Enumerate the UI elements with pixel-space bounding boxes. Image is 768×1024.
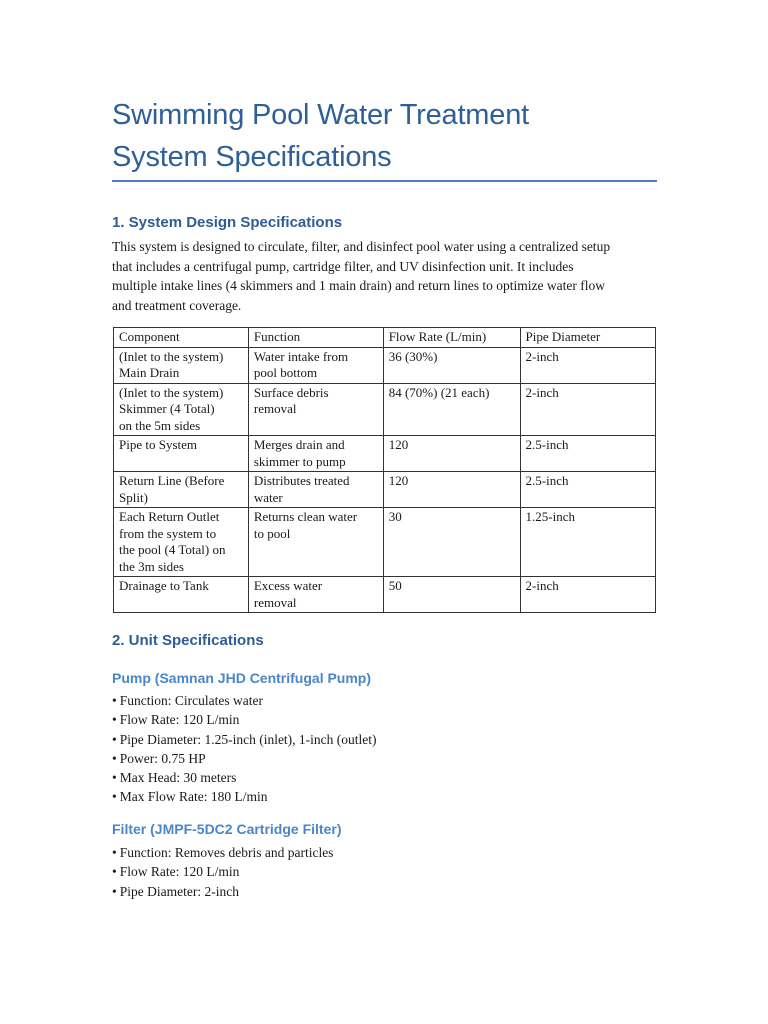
cell-line: skimmer to pump	[253, 453, 346, 469]
cell-line: 36 (30%)	[388, 348, 438, 364]
header-flow-rate: Flow Rate (L/min)	[383, 328, 520, 348]
cell-component	[114, 577, 249, 613]
header-pipe-diameter: Pipe Diameter	[520, 328, 655, 348]
cell-line: water	[253, 489, 283, 505]
cell-function	[248, 347, 383, 383]
table-header-row	[114, 328, 656, 348]
cell-line: removal	[253, 594, 297, 610]
cell-component	[114, 383, 249, 436]
cell-pipe-diameter	[520, 383, 655, 436]
title-divider	[112, 180, 657, 182]
section-2-heading: 2. Unit Specifications	[112, 632, 264, 649]
cell-function	[248, 436, 383, 472]
cell-pipe-diameter	[520, 436, 655, 472]
cell-line: Pipe to System	[119, 437, 198, 452]
intro-line: This system is designed to circulate, filter, and disinfect pool water using a centralized setup	[112, 239, 611, 254]
cell-flow-rate	[383, 472, 520, 508]
cell-line: 2.5-inch	[525, 473, 569, 488]
cell-function	[248, 472, 383, 508]
cell-line: Water intake from	[253, 348, 349, 364]
cell-flow-rate	[383, 383, 520, 436]
cell-line: 2-inch	[525, 578, 559, 593]
list-item: • Pipe Diameter: 2-inch	[112, 882, 333, 901]
cell-pipe-diameter	[520, 508, 655, 577]
cell-flow-rate	[383, 577, 520, 613]
cell-flow-rate	[383, 508, 520, 577]
list-item: • Function: Circulates water	[112, 691, 377, 710]
cell-pipe-diameter	[520, 577, 655, 613]
cell-line: removal	[253, 401, 297, 416]
cell-flow-rate	[383, 436, 520, 472]
cell-pipe-diameter	[520, 472, 655, 508]
cell-line: (Inlet to the system)	[119, 348, 224, 364]
pump-spec-list	[112, 691, 377, 807]
list-item: • Function: Removes debris and particles	[112, 843, 333, 862]
table-body	[114, 347, 656, 613]
cell-line: Excess water	[253, 578, 323, 593]
cell-line: Drainage to Tank	[119, 578, 209, 593]
cell-component	[114, 436, 249, 472]
cell-line: to pool	[253, 525, 291, 541]
table-row	[114, 347, 656, 383]
system-spec-table	[113, 327, 656, 613]
header-function: Function	[248, 328, 383, 348]
cell-line: 84 (70%) (21 each)	[388, 384, 490, 400]
cell-line: 120	[388, 437, 409, 452]
cell-line: Main Drain	[119, 365, 180, 380]
cell-line: 2.5-inch	[525, 437, 569, 452]
cell-line: Returns clean water	[253, 509, 358, 524]
table-row	[114, 472, 656, 508]
cell-pipe-diameter	[520, 347, 655, 383]
intro-line: and treatment coverage.	[112, 297, 242, 313]
cell-line: 120	[388, 473, 409, 488]
list-item: • Flow Rate: 120 L/min	[112, 862, 333, 881]
cell-line: Return Line (Before	[119, 473, 225, 488]
cell-line: 2-inch	[525, 384, 559, 400]
cell-line: Merges drain and	[253, 437, 345, 452]
title-line-2: System Specifications	[112, 141, 392, 173]
list-item: • Max Flow Rate: 180 L/min	[112, 787, 377, 806]
cell-line: the 3m sides	[119, 558, 184, 574]
list-item: • Pipe Diameter: 1.25-inch (inlet), 1-inch (outlet)	[112, 730, 377, 749]
section-1-heading: 1. System Design Specifications	[112, 214, 343, 231]
table-row	[114, 436, 656, 472]
cell-line: 2-inch	[525, 348, 559, 364]
cell-line: from the system to	[119, 525, 217, 541]
intro-line: that includes a centrifugal pump, cartridge filter, and UV disinfection unit. It includes	[112, 258, 574, 274]
cell-component	[114, 508, 249, 577]
header-component: Component	[114, 328, 249, 348]
intro-line: multiple intake lines (4 skimmers and 1 main drain) and return lines to optimize water flow	[112, 278, 606, 293]
cell-function	[248, 383, 383, 436]
cell-line: pool bottom	[253, 365, 318, 380]
list-item: • Max Head: 30 meters	[112, 768, 377, 787]
cell-line: 30	[388, 509, 402, 524]
title-line-1: Swimming Pool Water Treatment	[112, 99, 529, 131]
cell-line: Split)	[119, 489, 148, 505]
cell-line: Each Return Outlet	[119, 509, 220, 524]
list-item: • Flow Rate: 120 L/min	[112, 710, 377, 729]
cell-line: (Inlet to the system)	[119, 384, 224, 400]
filter-heading: Filter (JMPF-5DC2 Cartridge Filter)	[112, 821, 342, 837]
list-item: • Power: 0.75 HP	[112, 749, 377, 768]
cell-line: 1.25-inch	[525, 509, 575, 524]
cell-component	[114, 347, 249, 383]
filter-spec-list	[112, 843, 333, 901]
table-row	[114, 577, 656, 613]
cell-line: 50	[388, 578, 402, 593]
table-row	[114, 383, 656, 436]
table-row	[114, 508, 656, 577]
cell-function	[248, 577, 383, 613]
cell-function	[248, 508, 383, 577]
section-1-intro	[112, 237, 660, 315]
cell-line: Skimmer (4 Total)	[119, 401, 215, 416]
cell-line: on the 5m sides	[119, 417, 201, 433]
pump-heading: Pump (Samnan JHD Centrifugal Pump)	[112, 670, 372, 686]
cell-flow-rate	[383, 347, 520, 383]
cell-line: Surface debris	[253, 384, 329, 400]
cell-line: the pool (4 Total) on	[119, 542, 226, 557]
cell-line: Distributes treated	[253, 473, 350, 488]
document-title	[112, 94, 672, 178]
cell-component	[114, 472, 249, 508]
